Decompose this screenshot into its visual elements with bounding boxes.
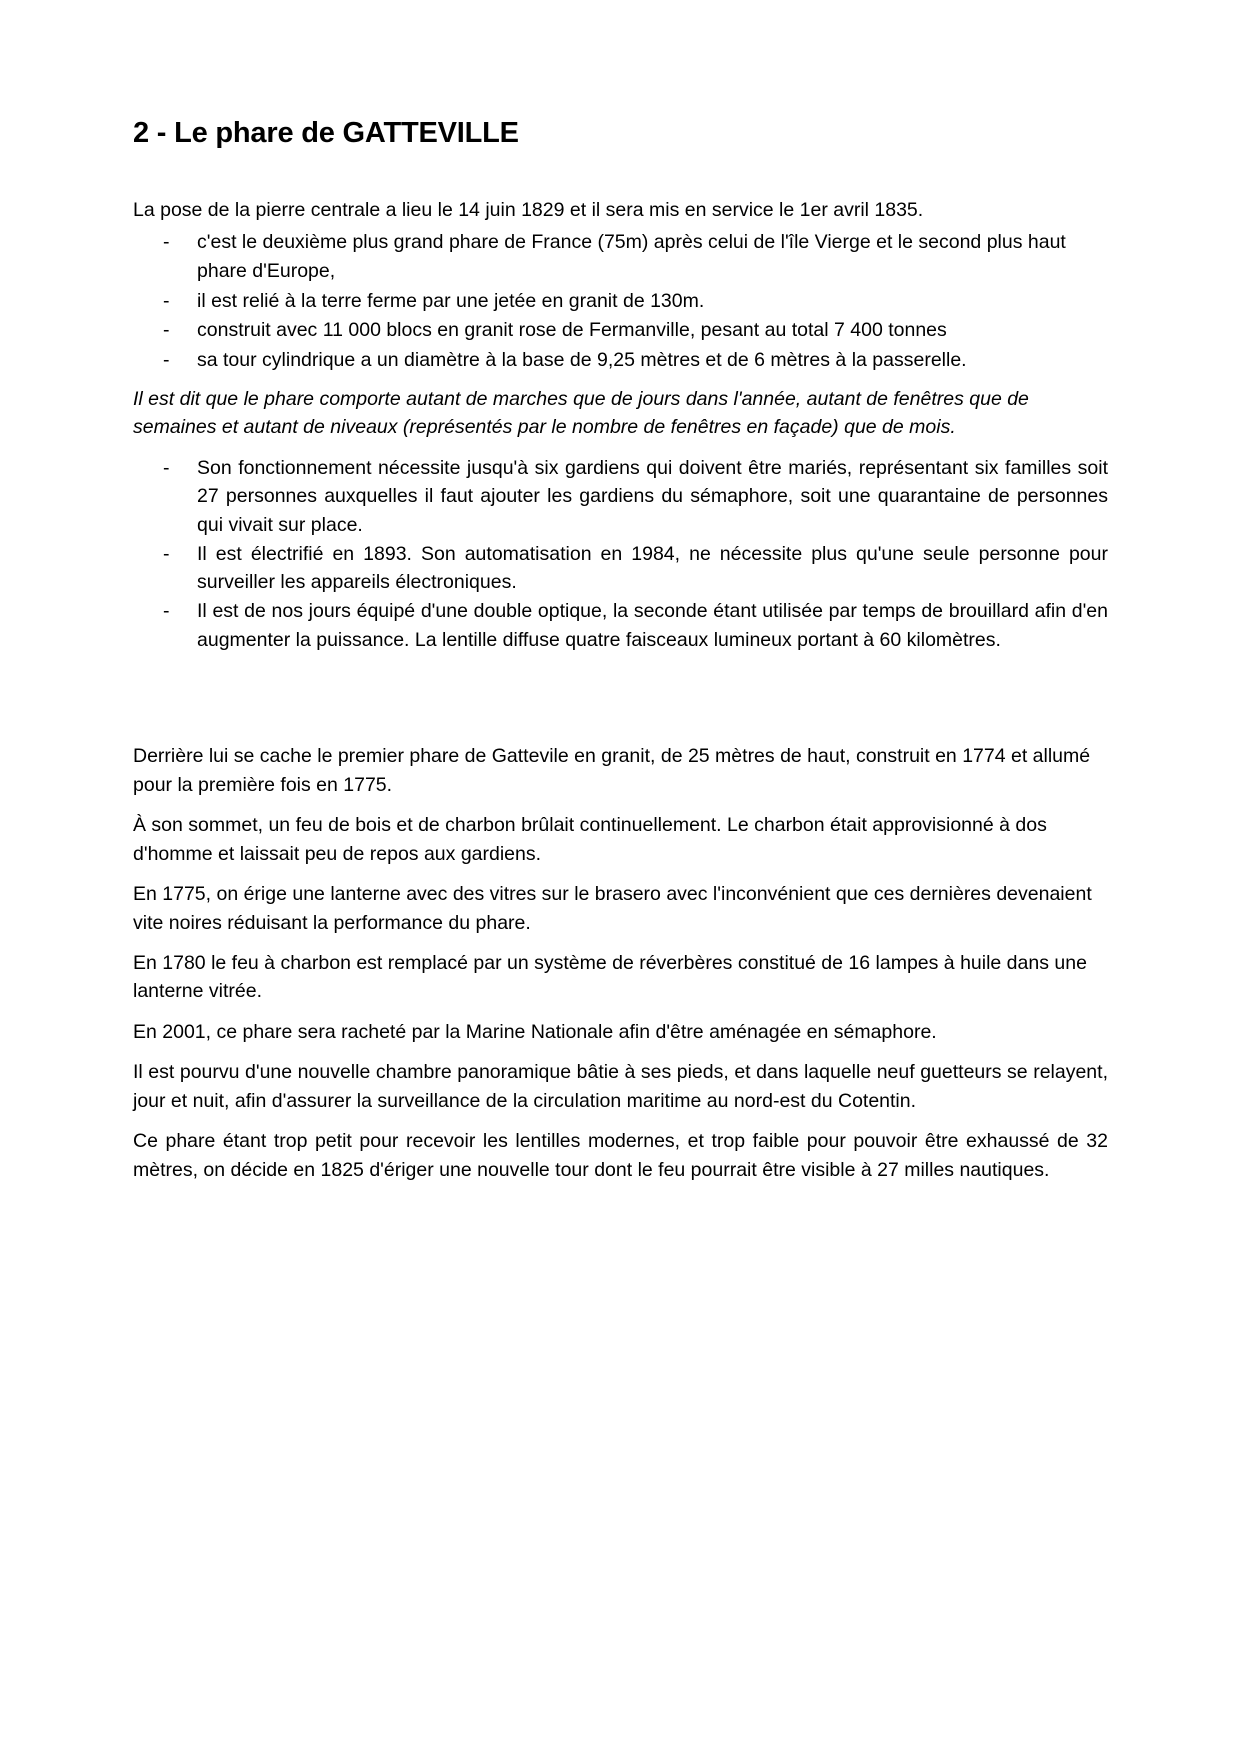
body-paragraph: À son sommet, un feu de bois et de charbon brûlait continuellement. Le charbon était approvisionné à dos d'homme et laissait peu de repos aux gardiens. [133,814,1047,865]
list-item: - sa tour cylindrique a un diamètre à la base de 9,25 mètres et de 6 mètres à la passerelle. [133,346,1108,375]
body-paragraph: Il est pourvu d'une nouvelle chambre panoramique bâtie à ses pieds, et dans laquelle neuf guetteurs se relayent, jour et nuit, afin d'assurer la surveillance de la circulation maritime au nord-est du Cotentin. [133,1061,1108,1112]
body-paragraph: En 1780 le feu à charbon est remplacé par un système de réverbères constitué de 16 lampes à huile dans une lanterne vitrée. [133,951,1087,1003]
feature-list [133,228,1108,374]
list-item: - Il est de nos jours équipé d'une double optique, la seconde étant utilisée par temps de brouillard afin d'en augmenter la puissance. La lentille diffuse quatre faisceaux lumineux portant à 60 kilomètres. [133,597,1108,654]
list-item: - c'est le deuxième plus grand phare de France (75m) après celui de l'île Vierge et le second plus haut phare d'Europe, [133,228,1108,285]
body-paragraph: En 2001, ce phare sera racheté par la Marine Nationale afin d'être aménagée en sémaphore. [133,1020,937,1043]
section-spacer [133,664,1108,742]
body-paragraph: Ce phare étant trop petit pour recevoir les lentilles modernes, et trop faible pour pouvoir être exhaussé de 32 mètres, on décide en 1825 d'ériger une nouvelle tour dont le feu pourrait être visible à 27 milles nautiques. [133,1130,1108,1181]
body-paragraph: Derrière lui se cache le premier phare de Gattevile en granit, de 25 mètres de haut, construit en 1774 et allumé pour la première fois en 1775. [133,745,1091,796]
document-content [133,118,1108,1196]
page-title: 2 - Le phare de GATTEVILLE [133,117,519,149]
list-item: - Il est électrifié en 1893. Son automatisation en 1984, ne nécessite plus qu'une seule personne pour surveiller les appareils électroniques. [133,540,1108,597]
body-paragraph: En 1775, on érige une lanterne avec des vitres sur le brasero avec l'inconvénient que ces dernières devenaient vite noires réduisant la performance du phare. [133,883,1092,934]
list-item: - construit avec 11 000 blocs en granit rose de Fermanville, pesant au total 7 400 tonnes [133,316,1108,345]
intro-paragraph: La pose de la pierre centrale a lieu le 14 juin 1829 et il sera mis en service le 1er avril 1835. [133,198,924,221]
list-item: - Son fonctionnement nécessite jusqu'à six gardiens qui doivent être mariés, représentant six familles soit 27 personnes auxquelles il faut ajouter les gardiens du sémaphore, soit une quarantaine de personnes qui vivait sur place. [133,454,1108,540]
operation-list [133,454,1108,655]
list-item: - il est relié à la terre ferme par une jetée en granit de 130m. [133,287,1108,316]
italic-note-paragraph: Il est dit que le phare comporte autant de marches que de jours dans l'année, autant de fenêtres que de semaines et autant de niveaux (représentés par le nombre de fenêtres en façade) que de mois. [133,387,1029,439]
